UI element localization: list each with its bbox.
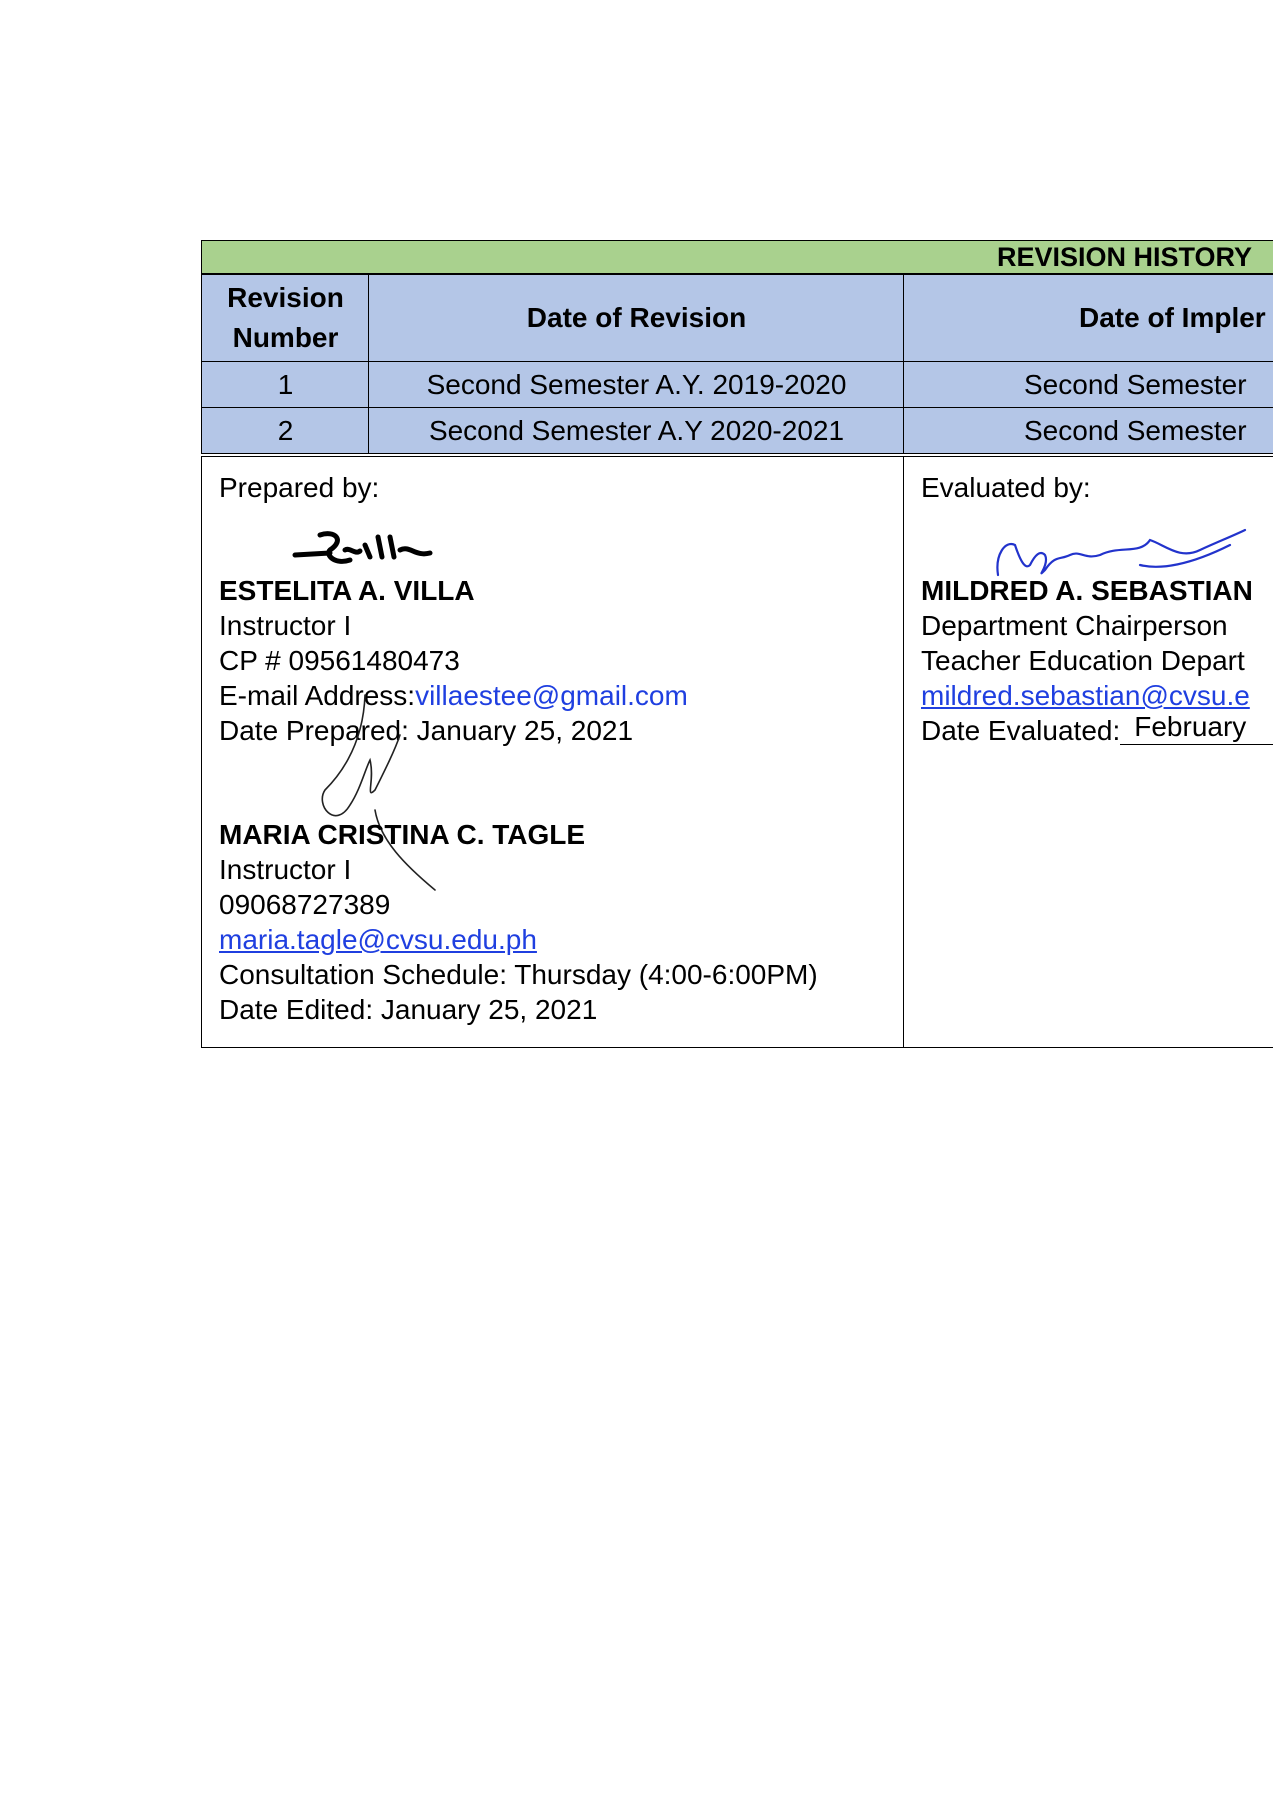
evaluator-name: MILDRED A. SEBASTIAN xyxy=(921,575,1253,606)
header-date-of-revision-label: Date of Revision xyxy=(526,302,747,333)
evaluator-date-label: Date Evaluated: xyxy=(921,715,1121,746)
table-row-1-date-of-revision xyxy=(368,361,904,408)
header-date-of-implementation-label: Date of Impler xyxy=(1079,302,1266,333)
table-row-2-number xyxy=(201,407,369,454)
evaluator-department: Teacher Education Depart xyxy=(921,645,1245,676)
revision-history-title: REVISION HISTORY xyxy=(997,242,1253,272)
header-date-of-revision xyxy=(368,274,904,362)
prepared-person1-name: ESTELITA A. VILLA xyxy=(219,575,475,606)
header-revision-number-label: Revision Number xyxy=(227,282,344,353)
evaluator-date-value: February xyxy=(1120,709,1273,745)
table-row-2-date-of-implementation xyxy=(903,407,1273,454)
row-1-date-of-implementation: Second Semester xyxy=(1024,368,1247,400)
prepared-person2-email-link[interactable]: maria.tagle@cvsu.edu.ph xyxy=(219,924,537,955)
table-row-1-date-of-implementation xyxy=(903,361,1273,408)
prepared-by-label: Prepared by: xyxy=(219,472,380,503)
prepared-person2-name: MARIA CRISTINA C. TAGLE xyxy=(219,819,586,850)
table-row-1-number xyxy=(201,361,369,408)
row-2-number: 2 xyxy=(277,414,294,446)
prepared-person1-date: Date Prepared: January 25, 2021 xyxy=(219,715,634,746)
prepared-person1-email-label: E-mail Address: xyxy=(219,680,416,711)
table-row-2-date-of-revision xyxy=(368,407,904,454)
prepared-person2-phone: 09068727389 xyxy=(219,889,391,920)
evaluator-position: Department Chairperson xyxy=(921,610,1228,641)
header-revision-number xyxy=(201,274,369,362)
prepared-person1-phone: CP # 09561480473 xyxy=(219,645,460,676)
prepared-person1-position: Instructor I xyxy=(219,610,352,641)
prepared-person2-consultation: Consultation Schedule: Thursday (4:00-6:00PM) xyxy=(219,959,818,990)
prepared-person1-email-link[interactable]: villaestee@gmail.com xyxy=(415,680,688,711)
evaluator-email-link[interactable]: mildred.sebastian@cvsu.e xyxy=(921,680,1250,711)
prepared-person2-position: Instructor I xyxy=(219,854,352,885)
evaluator-date-line xyxy=(921,713,1273,749)
header-date-of-implementation xyxy=(903,274,1273,362)
row-2-date-of-implementation: Second Semester xyxy=(1024,414,1247,446)
prepared-person1-email-line xyxy=(219,678,688,713)
row-1-date-of-revision: Second Semester A.Y. 2019-2020 xyxy=(426,368,847,400)
evaluated-by-label: Evaluated by: xyxy=(921,472,1091,503)
row-1-number: 1 xyxy=(277,368,294,400)
row-2-date-of-revision: Second Semester A.Y 2020-2021 xyxy=(428,414,845,446)
prepared-person2-date: Date Edited: January 25, 2021 xyxy=(219,994,598,1025)
